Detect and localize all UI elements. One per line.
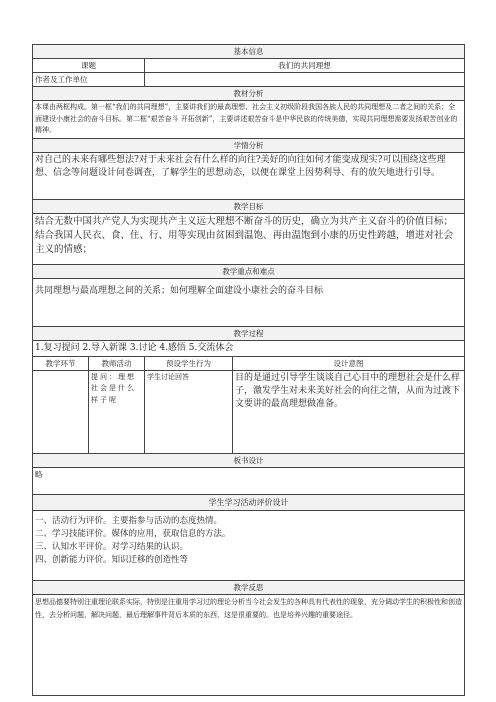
reflection-header: 教学反思 — [33, 580, 465, 594]
author-value — [145, 73, 465, 87]
lesson-plan-sheet — [32, 44, 464, 696]
evaluation-line: 三、认知水平评价。对学习结果的认识。 — [35, 541, 189, 552]
lesson-plan-table — [32, 44, 465, 696]
process-student-cell: 学生讨论回答 — [145, 370, 233, 453]
teaching-goals-header: 教学目标 — [33, 199, 465, 213]
basic-info-header: 基本信息 — [33, 45, 465, 59]
textbook-analysis-body: 本课由两框构成。第一框“我们的共同理想”，主要讲我们的最高理想、社会主义初级阶段我国各族人民的共同理想及二者之间的关系；全面建设小康社会的奋斗目标。第二框“艰苦奋斗 开拓创新”，主要讲述艰苦奋斗是中华民族的传统美德，实现共同理想需要发扬艰苦创业的精神。 — [33, 101, 465, 139]
board-design-header: 板书设计 — [33, 453, 465, 467]
evaluation-header: 学生学习活动评价设计 — [33, 494, 465, 510]
key-points-body: 共同理想与最高理想之间的关系；如何理解全面建设小康社会的奋斗目标 — [33, 278, 465, 326]
teaching-goals-body: 结合无数中国共产党人为实现共产主义远大理想不断奋斗的历史，确立为共产主义奋斗的价值目标；结合我国人民衣、食、住、行、用等实现由贫困到温饱、再由温饱到小康的历史性跨越，增进对社会主义的情感； — [33, 213, 465, 264]
evaluation-line: 二、学习技能评价。媒体的应用，获取信息的方法。 — [35, 528, 231, 539]
evaluation-line: 一、活动行为评价。主要指参与活动的态度热情。 — [35, 515, 223, 526]
col-header-teacher: 教师活动 — [89, 356, 145, 370]
topic-value: 我们的共同理想 — [145, 59, 465, 73]
author-label: 作者及工作单位 — [33, 73, 145, 87]
topic-label: 课题 — [33, 59, 145, 73]
student-analysis-header: 学情分析 — [33, 138, 465, 152]
student-analysis-body: 对自己的未来有哪些想法?对于未来社会有什么样的向往?美好的向往如何才能变成现实?可以围绕这些理想、信念等问题设计问卷调查，了解学生的思想动态，以便在课堂上因势利导、有的放矢地进行引导。 — [33, 152, 465, 199]
process-intent-cell: 目的是通过引导学生谈谈自己心目中的理想社会是什么样子，激发学生对未来美好社会的向往之情，从而为过渡下文要讲的最高理想做准备。 — [233, 370, 465, 453]
col-header-intent: 设计意图 — [233, 356, 465, 370]
col-header-student: 预设学生行为 — [145, 356, 233, 370]
key-points-header: 教学重点和难点 — [33, 264, 465, 278]
textbook-analysis-header: 教材分析 — [33, 87, 465, 101]
process-stage-cell — [33, 370, 89, 453]
col-header-stage: 教学环节 — [33, 356, 89, 370]
evaluation-line: 四、创新能力评价。知识迁移的创造性等 — [35, 554, 189, 565]
reflection-body: 思想品德要特别注重理论联系实际，特别是注重用学习过的理论分析当今社会发生的各种具有代表性的现象，充分调动学生的积极性和创造性，去分析问题，解决问题，最后理解事件背后本质的东西，这是很重要的。也是培养兴趣的重要途径。 — [33, 594, 465, 695]
evaluation-body — [33, 510, 465, 580]
process-header: 教学过程 — [33, 326, 465, 340]
process-steps: 1.复习提问 2.导入新课 3.讨论 4.感悟 5.交流体会 — [33, 340, 465, 356]
board-design-body: 略 — [33, 467, 465, 494]
process-teacher-cell: 提问：理想社会是什么样子呢 — [89, 370, 145, 453]
